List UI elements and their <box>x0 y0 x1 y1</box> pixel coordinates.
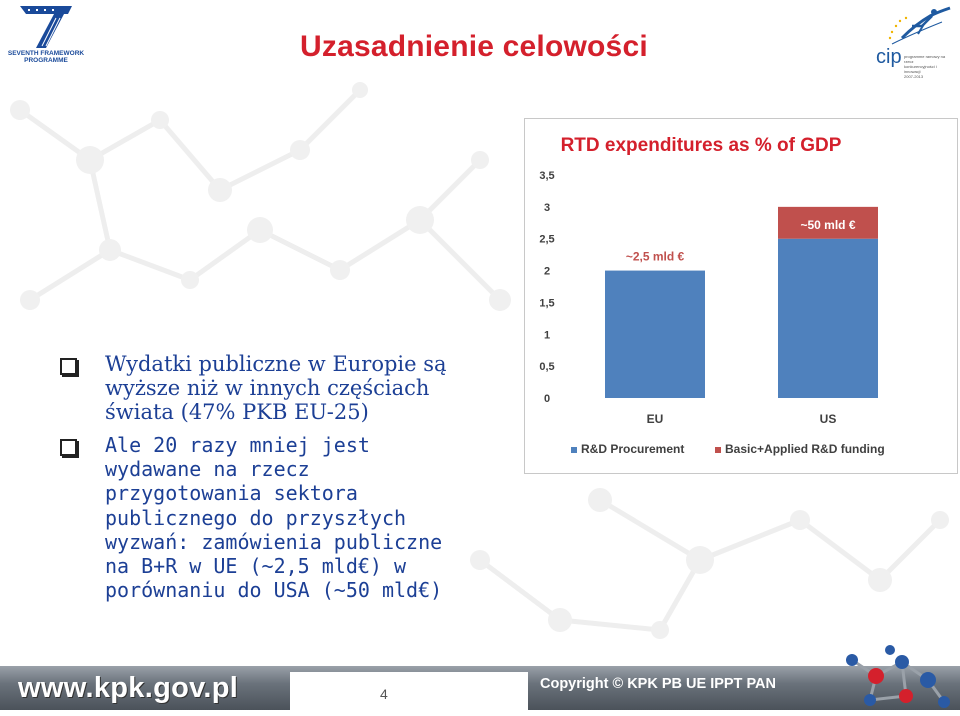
slide-title: Uzasadnienie celowości <box>300 30 648 63</box>
legend-swatch <box>715 447 721 453</box>
bullet-line: wyzwań: zamówienia publiczne <box>105 529 443 554</box>
annotation-eu: ~2,5 mld € <box>625 249 685 264</box>
cip-logo-subtext: programme ramowy na rzecz konkurencyjności i innowacji 2007-2013 <box>904 54 946 79</box>
y-tick-label: 2,5 <box>539 233 555 246</box>
network-logo-icon <box>832 640 960 716</box>
cip-logo-text: cip <box>876 46 902 68</box>
footer-url[interactable]: www.kpk.gov.pl <box>18 672 239 704</box>
fp7-seven-icon <box>6 4 86 50</box>
bullet-line: wydawane na rzecz <box>105 456 310 481</box>
y-tick-label: 1 <box>543 329 551 342</box>
annotation-us: ~50 mld € <box>800 217 856 232</box>
rtd-chart-svg <box>525 119 957 473</box>
checkbox-bullet-icon <box>60 439 77 456</box>
page-number-box <box>290 672 528 710</box>
fp7-logo-text: SEVENTH FRAMEWORK PROGRAMME <box>7 50 85 64</box>
legend-label: R&D Procurement <box>581 442 685 456</box>
y-tick-label: 0 <box>543 393 551 405</box>
page-number: 4 <box>380 686 388 702</box>
bullet-line: na B+R w UE (~2,5 mld€) w <box>105 554 407 579</box>
copyright-text: Copyright © KPK PB UE IPPT PAN <box>540 676 776 692</box>
bullet-item-procurement <box>60 433 530 603</box>
skier-icon <box>872 4 956 48</box>
y-tick-label: 3 <box>543 201 551 214</box>
legend-swatch <box>571 447 577 453</box>
bar-us-procurement <box>778 239 878 398</box>
bullet-line: porównaniu do USA (~50 mld€) <box>105 578 443 603</box>
bullet-line: przygotowania sektora <box>105 481 358 506</box>
chart-title: RTD expenditures as % of GDP <box>560 135 842 156</box>
checkbox-bullet-icon <box>60 358 77 375</box>
bullet-line: publicznego do przyszłych <box>105 505 407 530</box>
y-tick-label: 1,5 <box>539 297 555 310</box>
bullet-line: Ale 20 razy mniej jest <box>105 432 370 457</box>
y-tick-label: 3,5 <box>539 170 555 182</box>
legend-label: Basic+Applied R&D funding <box>725 442 885 456</box>
x-tick-label: US <box>819 412 837 426</box>
cip-logo <box>872 4 956 78</box>
bar-eu-procurement <box>605 271 705 398</box>
bullet-line: świata (47% PKB EU-25) <box>105 400 369 425</box>
x-tick-label: EU <box>646 412 664 426</box>
bullet-list <box>60 352 530 603</box>
rtd-chart <box>524 118 958 474</box>
y-tick-label: 0,5 <box>539 361 555 374</box>
fp7-logo <box>6 4 86 66</box>
y-tick-label: 2 <box>543 265 551 278</box>
bullet-item-public-spending <box>60 352 530 425</box>
bullet-line: Wydatki publiczne w Europie są <box>105 352 447 376</box>
bullet-line: wyższe niż w innych częściach <box>105 376 430 401</box>
